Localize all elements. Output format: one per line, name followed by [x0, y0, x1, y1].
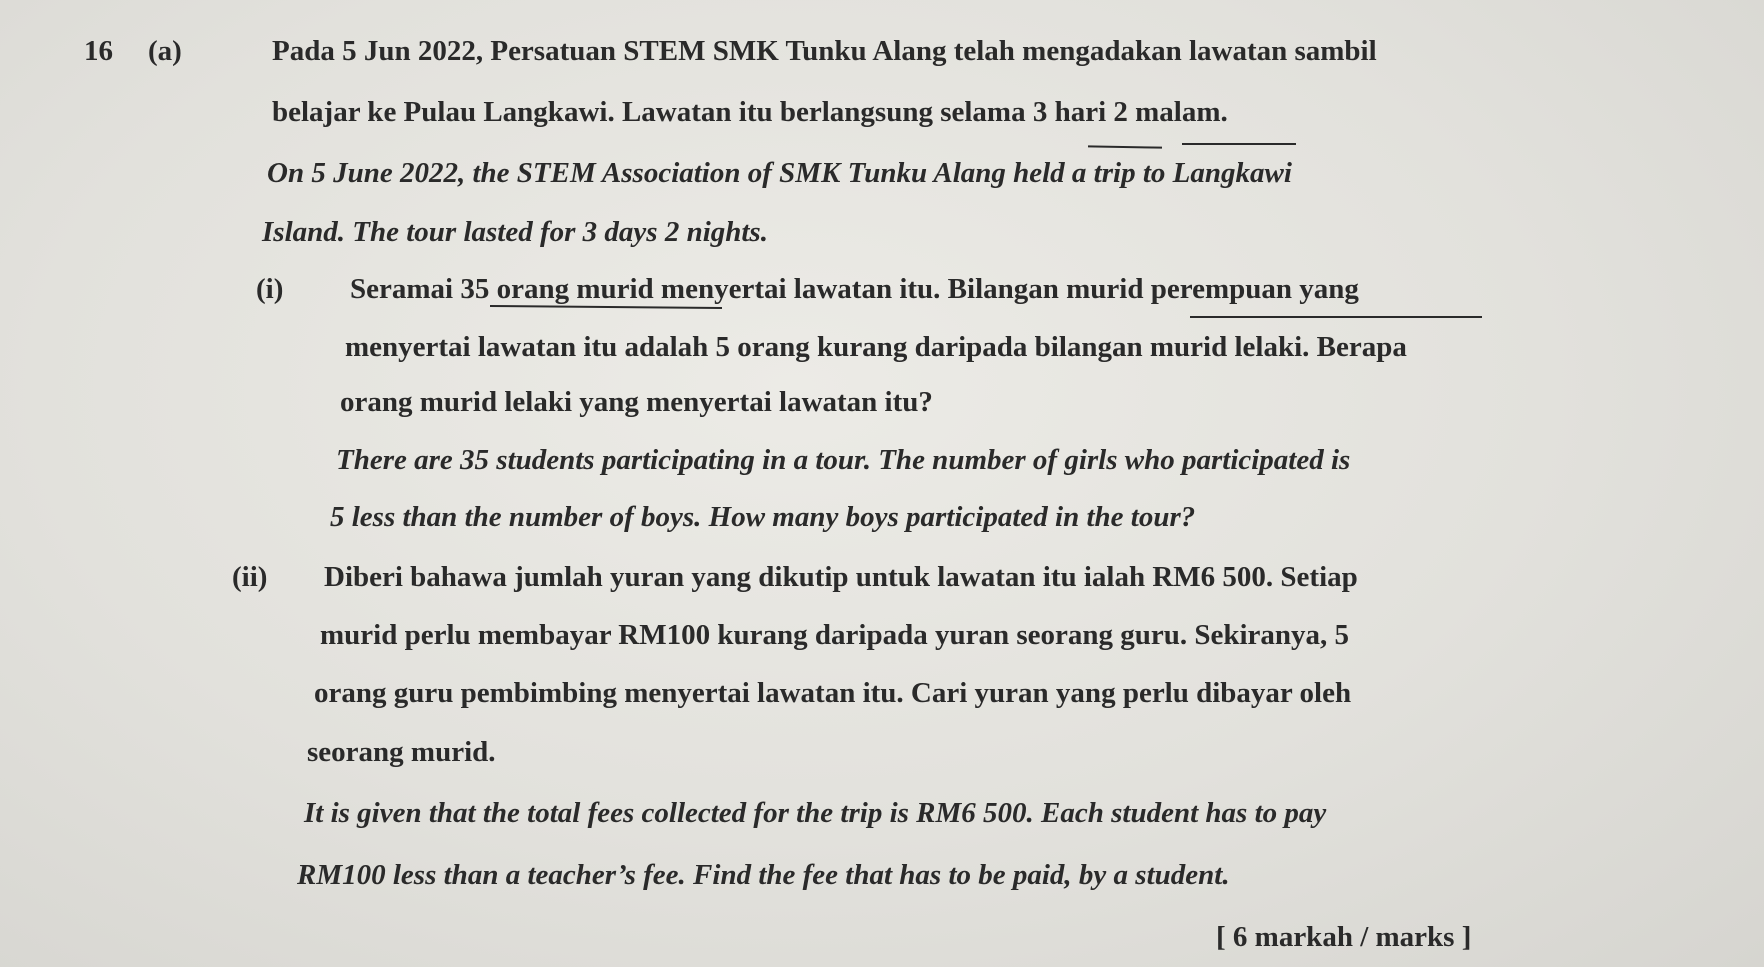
subquestion-i-ms-line: Seramai 35 orang murid menyertai lawatan itu. Bilangan murid perempuan yang	[350, 273, 1359, 305]
subquestion-ii-en-line: It is given that the total fees collected for the trip is RM6 500. Each student has to pay	[304, 797, 1327, 829]
pen-underline	[1182, 143, 1296, 145]
pen-underline	[1190, 316, 1482, 318]
subquestion-ii-ms-line: orang guru pembimbing menyertai lawatan itu. Cari yuran yang perlu dibayar oleh	[314, 677, 1352, 709]
subquestion-i-ms-line: orang murid lelaki yang menyertai lawatan itu?	[340, 386, 933, 418]
subquestion-i-en-line: 5 less than the number of boys. How many boys participated in the tour?	[330, 501, 1196, 533]
intro-en-line: On 5 June 2022, the STEM Association of SMK Tunku Alang held a trip to Langkawi	[267, 157, 1292, 189]
intro-ms-line: belajar ke Pulau Langkawi. Lawatan itu berlangsung selama 3 hari 2 malam.	[272, 96, 1228, 128]
subquestion-ii-en-line: RM100 less than a teacher’s fee. Find the fee that has to be paid, by a student.	[297, 859, 1230, 891]
subquestion-ii-ms-line: murid perlu membayar RM100 kurang daripada yuran seorang guru. Sekiranya, 5	[320, 619, 1350, 651]
subquestion-ii-ms-line: seorang murid.	[307, 736, 496, 768]
subquestion-ii-ms-line: Diberi bahawa jumlah yuran yang dikutip untuk lawatan itu ialah RM6 500. Setiap	[324, 561, 1358, 593]
subquestion-i-ms-line: menyertai lawatan itu adalah 5 orang kurang daripada bilangan murid lelaki. Berapa	[345, 331, 1407, 363]
intro-ms-line: Pada 5 Jun 2022, Persatuan STEM SMK Tunku Alang telah mengadakan lawatan sambil	[272, 35, 1377, 67]
subquestion-ii-label: (ii)	[232, 561, 268, 593]
intro-en-line: Island. The tour lasted for 3 days 2 nights.	[262, 216, 768, 248]
question-part-label: (a)	[148, 35, 182, 67]
question-number: 16	[84, 35, 113, 67]
subquestion-i-label: (i)	[256, 273, 284, 305]
pen-underline	[1088, 145, 1162, 148]
subquestion-i-en-line: There are 35 students participating in a tour. The number of girls who participated is	[336, 444, 1351, 476]
marks-allocation: [ 6 markah / marks ]	[1216, 921, 1472, 953]
